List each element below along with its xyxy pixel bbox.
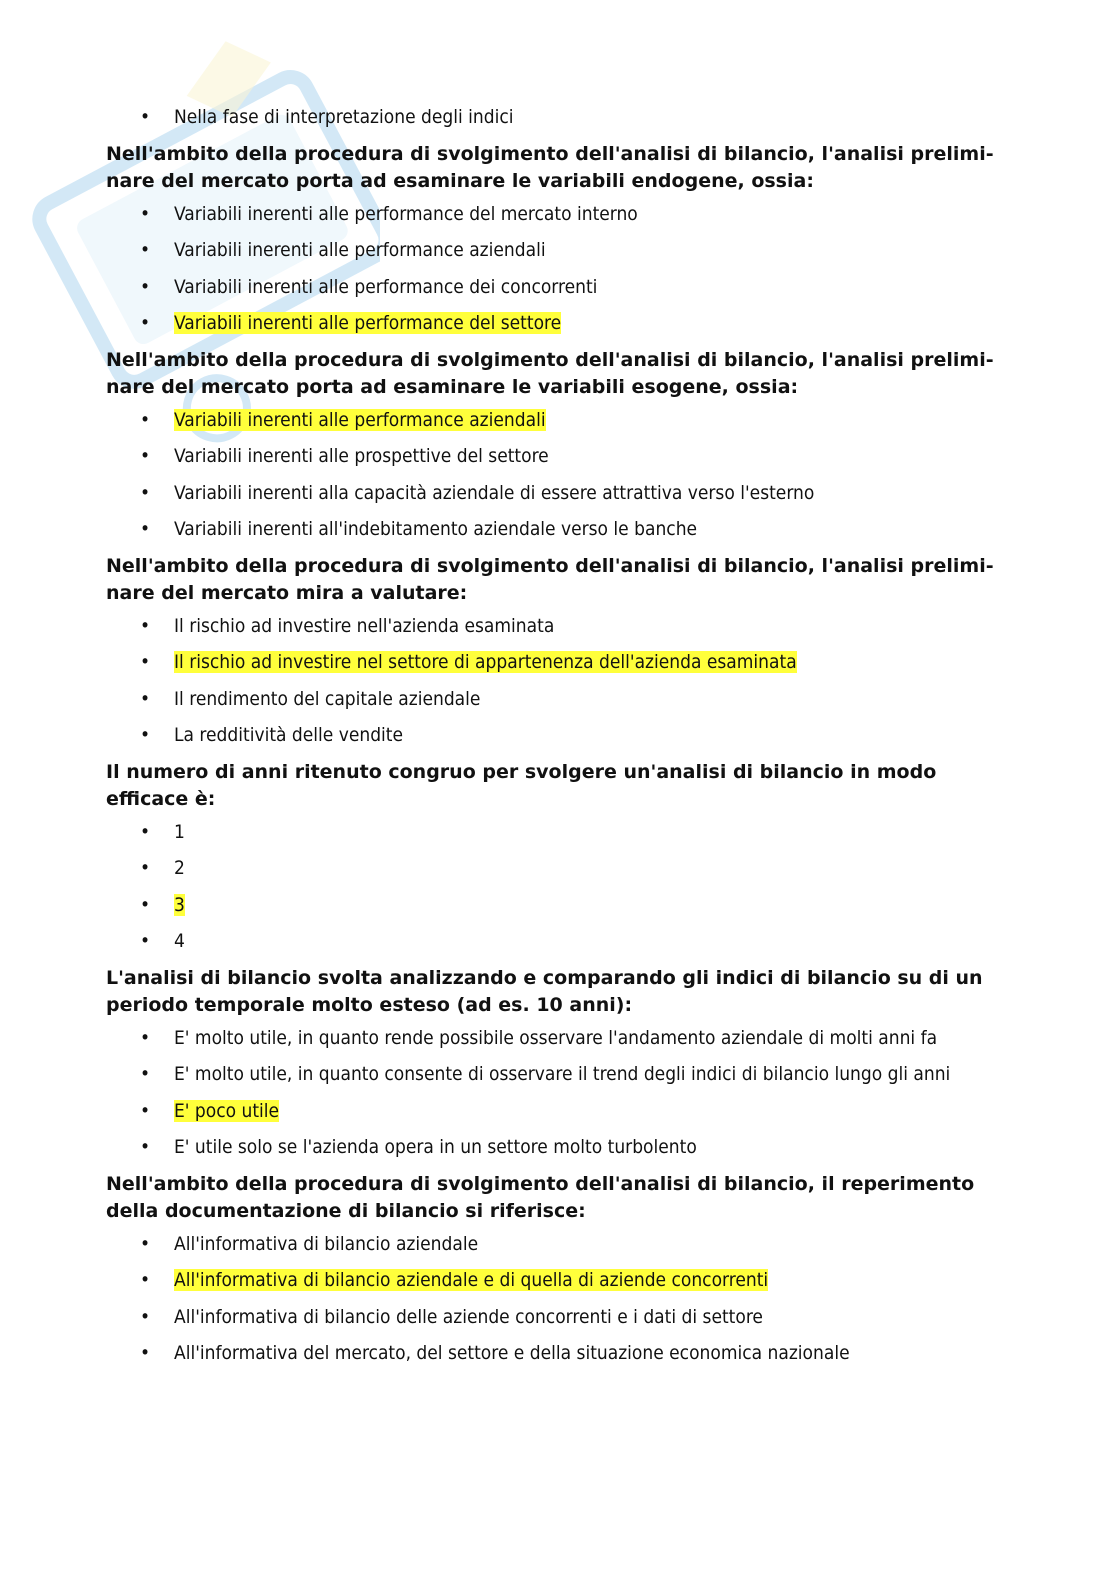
- bullet-icon: •: [140, 1232, 151, 1255]
- bullet-icon: •: [140, 106, 151, 128]
- answer-option: [106, 1061, 1006, 1088]
- bullet-icon: •: [140, 275, 151, 298]
- answer-list: [106, 407, 1006, 544]
- answer-text: E' utile solo se l'azienda opera in un settore molto turbolento: [174, 1136, 697, 1158]
- answer-text: Il rischio ad investire nell'azienda esaminata: [174, 614, 555, 637]
- bullet-icon: •: [140, 857, 151, 879]
- bullet-icon: •: [140, 312, 151, 334]
- answer-text: Il rendimento del capitale aziendale: [174, 687, 481, 710]
- answer-text: Variabili inerenti alle performance del mercato interno: [174, 202, 638, 225]
- answer-option: [106, 274, 1006, 301]
- answer-option-correct: [106, 407, 1006, 434]
- answer-option: [106, 443, 1006, 470]
- answer-text: All'informativa di bilancio delle aziende concorrenti e i dati di settore: [174, 1305, 763, 1328]
- answer-list: [106, 819, 1006, 956]
- answer-text: 2: [174, 857, 185, 879]
- answer-list: [106, 613, 1006, 750]
- question-text: Il numero di anni ritenuto congruo per svolgere un'analisi di bilancio in modo efficace è:: [106, 760, 937, 810]
- question-text: Nell'ambito della procedura di svolgimento dell'analisi di bilancio, l'analisi preliminare del mercato mira a valutare:: [106, 554, 994, 604]
- answer-list: [106, 104, 1006, 131]
- bullet-icon: •: [140, 445, 151, 467]
- answer-option-correct: [106, 649, 1006, 676]
- answer-text: E' poco utile: [174, 1099, 280, 1122]
- answer-text: Variabili inerenti alle performance del settore: [174, 312, 562, 334]
- answer-text: All'informativa di bilancio aziendale e di quella di aziende concorrenti: [174, 1269, 769, 1291]
- answer-option: [106, 1025, 1006, 1052]
- document-page: [106, 104, 1006, 1377]
- bullet-icon: •: [140, 1026, 151, 1049]
- answer-text: All'informativa del mercato, del settore e della situazione economica nazionale: [174, 1342, 850, 1364]
- question-text: Nell'ambito della procedura di svolgimento dell'analisi di bilancio, l'analisi preliminare del mercato porta ad esaminare le variabili esogene, ossia:: [106, 348, 994, 398]
- bullet-icon: •: [140, 893, 151, 916]
- answer-option: [106, 686, 1006, 713]
- answer-option: [106, 855, 1006, 882]
- bullet-icon: •: [140, 1305, 151, 1328]
- question-text: Nell'ambito della procedura di svolgimento dell'analisi di bilancio, l'analisi preliminare del mercato porta ad esaminare le variabili endogene, ossia:: [106, 142, 994, 192]
- answer-option: [106, 1231, 1006, 1258]
- answer-option: [106, 613, 1006, 640]
- bullet-icon: •: [140, 1099, 151, 1122]
- answer-list: [106, 1025, 1006, 1162]
- bullet-icon: •: [140, 481, 151, 504]
- bullet-icon: •: [140, 518, 151, 540]
- answer-option: [106, 1134, 1006, 1161]
- answer-list: [106, 1231, 1006, 1368]
- answer-option: [106, 516, 1006, 543]
- answer-option-correct: [106, 310, 1006, 337]
- bullet-icon: •: [140, 651, 151, 673]
- bullet-icon: •: [140, 930, 151, 952]
- answer-option: [106, 1304, 1006, 1331]
- answer-text: E' molto utile, in quanto consente di osservare il trend degli indici di bilancio lungo gli anni: [174, 1063, 951, 1085]
- answer-option: [106, 237, 1006, 264]
- answer-option: [106, 201, 1006, 228]
- answer-text: 4: [174, 930, 185, 952]
- question-text: L'analisi di bilancio svolta analizzando e comparando gli indici di bilancio su di un periodo temporale molto esteso (ad es. 10 anni):: [106, 966, 983, 1016]
- bullet-icon: •: [140, 724, 151, 746]
- answer-text: Nella fase di interpretazione degli indici: [174, 106, 514, 128]
- bullet-icon: •: [140, 1342, 151, 1364]
- answer-text: All'informativa di bilancio aziendale: [174, 1232, 479, 1255]
- answer-option: [106, 480, 1006, 507]
- answer-option: [106, 1340, 1006, 1367]
- answer-text: Il rischio ad investire nel settore di appartenenza dell'azienda esaminata: [174, 651, 797, 673]
- bullet-icon: •: [140, 687, 151, 710]
- bullet-icon: •: [140, 408, 151, 431]
- bullet-icon: •: [140, 202, 151, 225]
- answer-option: [106, 722, 1006, 749]
- answer-option-correct: [106, 1098, 1006, 1125]
- answer-text: Variabili inerenti alle prospettive del settore: [174, 445, 549, 467]
- bullet-icon: •: [140, 239, 151, 261]
- question-text: Nell'ambito della procedura di svolgimento dell'analisi di bilancio, il reperimento della documentazione di bilancio si riferisce:: [106, 1172, 975, 1222]
- answer-text: Variabili inerenti alla capacità aziendale di essere attrattiva verso l'esterno: [174, 481, 815, 504]
- answer-text: Variabili inerenti alle performance dei concorrenti: [174, 275, 598, 298]
- answer-text: Variabili inerenti alle performance aziendali: [174, 408, 546, 431]
- answer-option-correct: [106, 892, 1006, 919]
- bullet-icon: •: [140, 1269, 151, 1291]
- answer-option: [106, 928, 1006, 955]
- answer-text: Variabili inerenti alle performance aziendali: [174, 239, 546, 261]
- answer-option: [106, 104, 1006, 131]
- answer-text: 3: [174, 893, 185, 916]
- bullet-icon: •: [140, 1063, 151, 1085]
- bullet-icon: •: [140, 820, 151, 843]
- answer-option: [106, 819, 1006, 846]
- answer-list: [106, 201, 1006, 338]
- answer-text: La redditività delle vendite: [174, 724, 404, 746]
- answer-option-correct: [106, 1267, 1006, 1294]
- answer-text: Variabili inerenti all'indebitamento aziendale verso le banche: [174, 518, 698, 540]
- answer-text: 1: [174, 820, 185, 843]
- bullet-icon: •: [140, 614, 151, 637]
- bullet-icon: •: [140, 1136, 151, 1158]
- answer-text: E' molto utile, in quanto rende possibile osservare l'andamento aziendale di molti anni fa: [174, 1026, 938, 1049]
